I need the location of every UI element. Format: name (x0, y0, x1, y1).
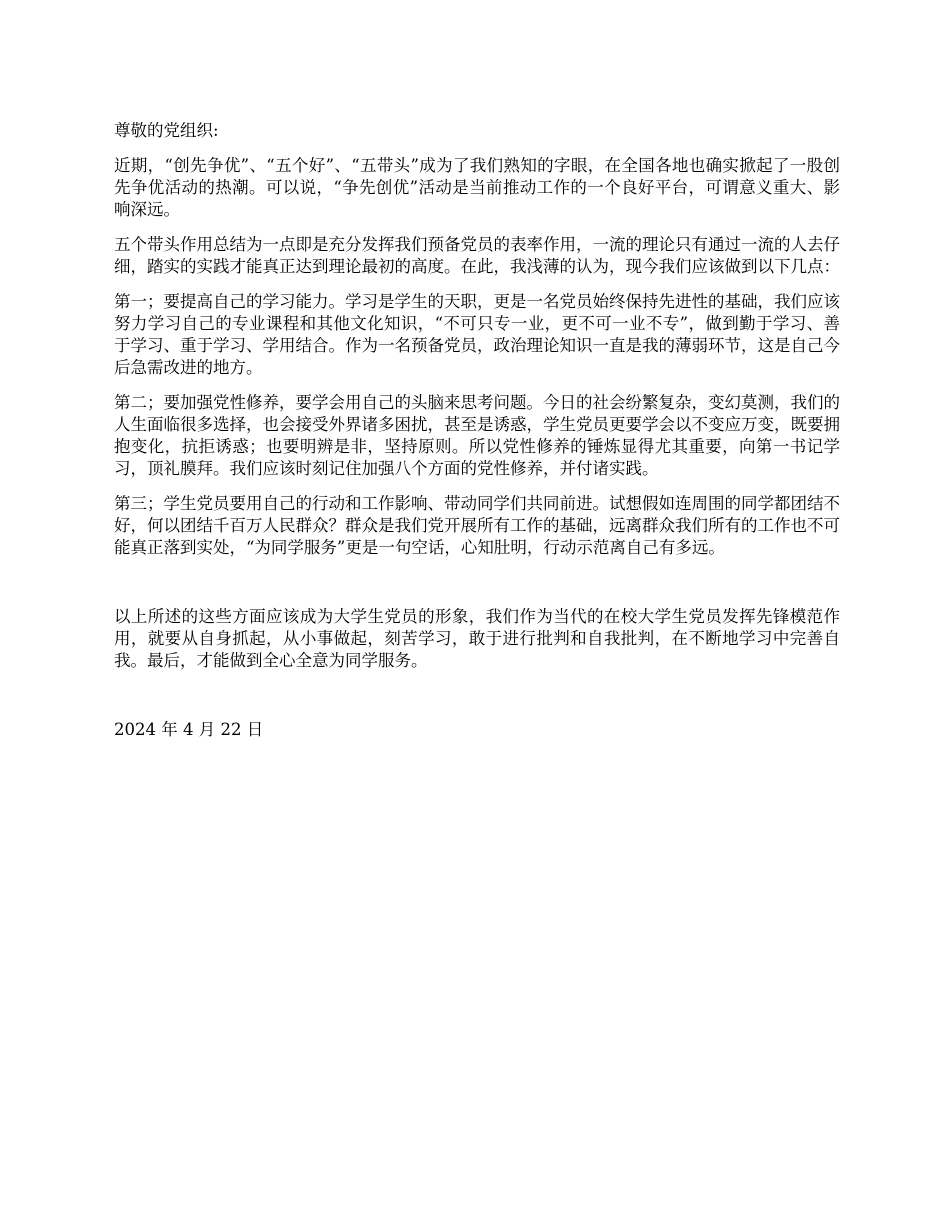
paragraph-conclusion: 以上所述的这些方面应该成为大学生党员的形象，我们作为当代的在校大学生党员发挥先锋模范作用，就要从自身抓起，从小事做起，刻苦学习，敢于进行批判和自我批判，在不断地学习中完善自我。最后，才能做到全心全意为同学服务。 (114, 607, 840, 670)
paragraph-point-three: 第三；学生党员要用自己的行动和工作影响、带动同学们共同前进。试想假如连周围的同学都团结不好，何以团结千百万人民群众？群众是我们党开展所有工作的基础，远离群众我们所有的工作也不可能真正落到实处，“为同学服务”更是一句空话，心知肚明，行动示范离自己有多远。 (114, 494, 840, 557)
paragraph-summary: 五个带头作用总结为一点即是充分发挥我们预备党员的表率作用，一流的理论只有通过一流的人去仔细，踏实的实践才能真正达到理论最初的高度。在此，我浅薄的认为，现今我们应该做到以下几点： (114, 235, 840, 276)
letter-date: 2024 年 4 月 22 日 (114, 720, 264, 739)
salutation: 尊敬的党组织: (114, 121, 219, 140)
paragraph-point-two: 第二；要加强党性修养，要学会用自己的头脑来思考问题。今日的社会纷繁复杂，变幻莫测，我们的人生面临很多选择，也会接受外界诸多困扰，甚至是诱惑，学生党员更要学会以不变应万变，既要拥抱变化，抗拒诱惑；也要明辨是非，坚持原则。所以党性修养的锤炼显得尤其重要，向第一书记学习，顶礼膜拜。我们应该时刻记住加强八个方面的党性修养，并付诸实践。 (114, 393, 840, 478)
paragraph-point-one: 第一；要提高自己的学习能力。学习是学生的天职，更是一名党员始终保持先进性的基础，我们应该努力学习自己的专业课程和其他文化知识，“不可只专一业，更不可一业不专”，做到勤于学习、善于学习、重于学习、学用结合。作为一名预备党员，政治理论知识一直是我的薄弱环节，这是自己今后急需改进的地方。 (114, 292, 840, 377)
letter-document (114, 120, 840, 741)
paragraph-intro: 近期，“创先争优”、“五个好”、“五带头”成为了我们熟知的字眼，在全国各地也确实掀起了一股创先争优活动的热潮。可以说，“争先创优”活动是当前推动工作的一个良好平台，可谓意义重大、影响深远。 (114, 156, 840, 219)
